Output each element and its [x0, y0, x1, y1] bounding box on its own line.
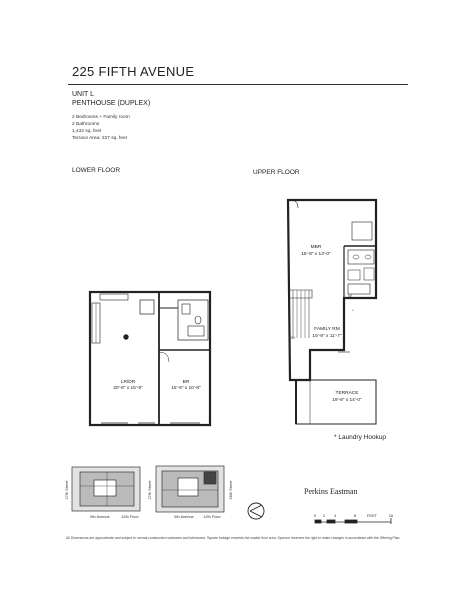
unit-type: PENTHOUSE (DUPLEX)	[72, 100, 151, 107]
architect-name: Perkins Eastman	[304, 487, 358, 496]
key-left-avenue: 5th Avenue	[90, 514, 110, 519]
upper-floor-plan	[288, 200, 376, 424]
scale-bar	[315, 518, 391, 524]
key-right-floor: 12th Floor	[203, 514, 221, 519]
room-br-name: BR	[182, 380, 190, 385]
key-plan-left	[72, 467, 140, 511]
washer-label: W	[348, 293, 352, 298]
room-mbr-dims: 15'-8" x 13'-0"	[301, 252, 331, 257]
room-terrace-name: TERRACE	[335, 391, 359, 396]
upper-floor-label: UPPER FLOOR	[253, 169, 300, 176]
key-left-floor: 12th Floor	[121, 514, 139, 519]
scale-tick-8: 8	[353, 513, 357, 518]
scale-unit: FEET	[367, 513, 377, 518]
room-lrdr-dims: 20'-8" x 15'-9"	[113, 386, 143, 391]
detail-area: 1,432 sq. feet	[72, 129, 102, 134]
detail-bedrooms: 2 Bedrooms + Family room	[72, 115, 130, 120]
lower-floor-label: LOWER FLOOR	[72, 167, 121, 174]
room-br-dims: 15'-6" x 10'-8"	[171, 386, 201, 391]
room-mbr-name: MBR	[310, 245, 322, 250]
page-title: 225 FIFTH AVENUE	[72, 64, 195, 79]
disclaimer-footnote: All Dimensions are approximate and subject to normal construction variances and tolerances. Square footage exceeds the usable floor area. Sponsor reserves the right to make changes in accordance with the Offering Plan.	[66, 536, 401, 540]
room-family-dims: 15'-9" x 11'-7"	[312, 334, 342, 339]
scale-tick-16: 16	[388, 513, 394, 518]
scale-tick-2: 2	[322, 513, 326, 518]
stair-down-label: DN	[289, 335, 295, 340]
north-arrow-icon	[248, 503, 264, 519]
room-terrace-dims: 19'-8" x 14'-0"	[332, 398, 362, 403]
key-left-street: 27th Street	[64, 480, 69, 500]
room-family-name: FAMILY RM	[314, 327, 340, 332]
key-right-street-b: 26th Street	[228, 480, 233, 500]
key-right-avenue: 5th Avenue	[174, 514, 194, 519]
key-right-street: 27th Street	[147, 480, 152, 500]
laundry-marker: *	[352, 308, 354, 313]
laundry-legend: * Laundry Hookup	[334, 434, 387, 441]
key-plan-right	[156, 466, 224, 512]
detail-bathrooms: 2 Bathrooms	[72, 122, 100, 127]
unit-label: UNIT L	[72, 91, 95, 98]
room-lrdr-name: LR/DR	[120, 380, 136, 385]
scale-tick-0: 0	[313, 513, 317, 518]
detail-terrace-area: Terrace Area: 227 sq. feet	[72, 136, 127, 141]
lower-floor-plan	[90, 292, 210, 425]
scale-tick-4: 4	[333, 513, 337, 518]
